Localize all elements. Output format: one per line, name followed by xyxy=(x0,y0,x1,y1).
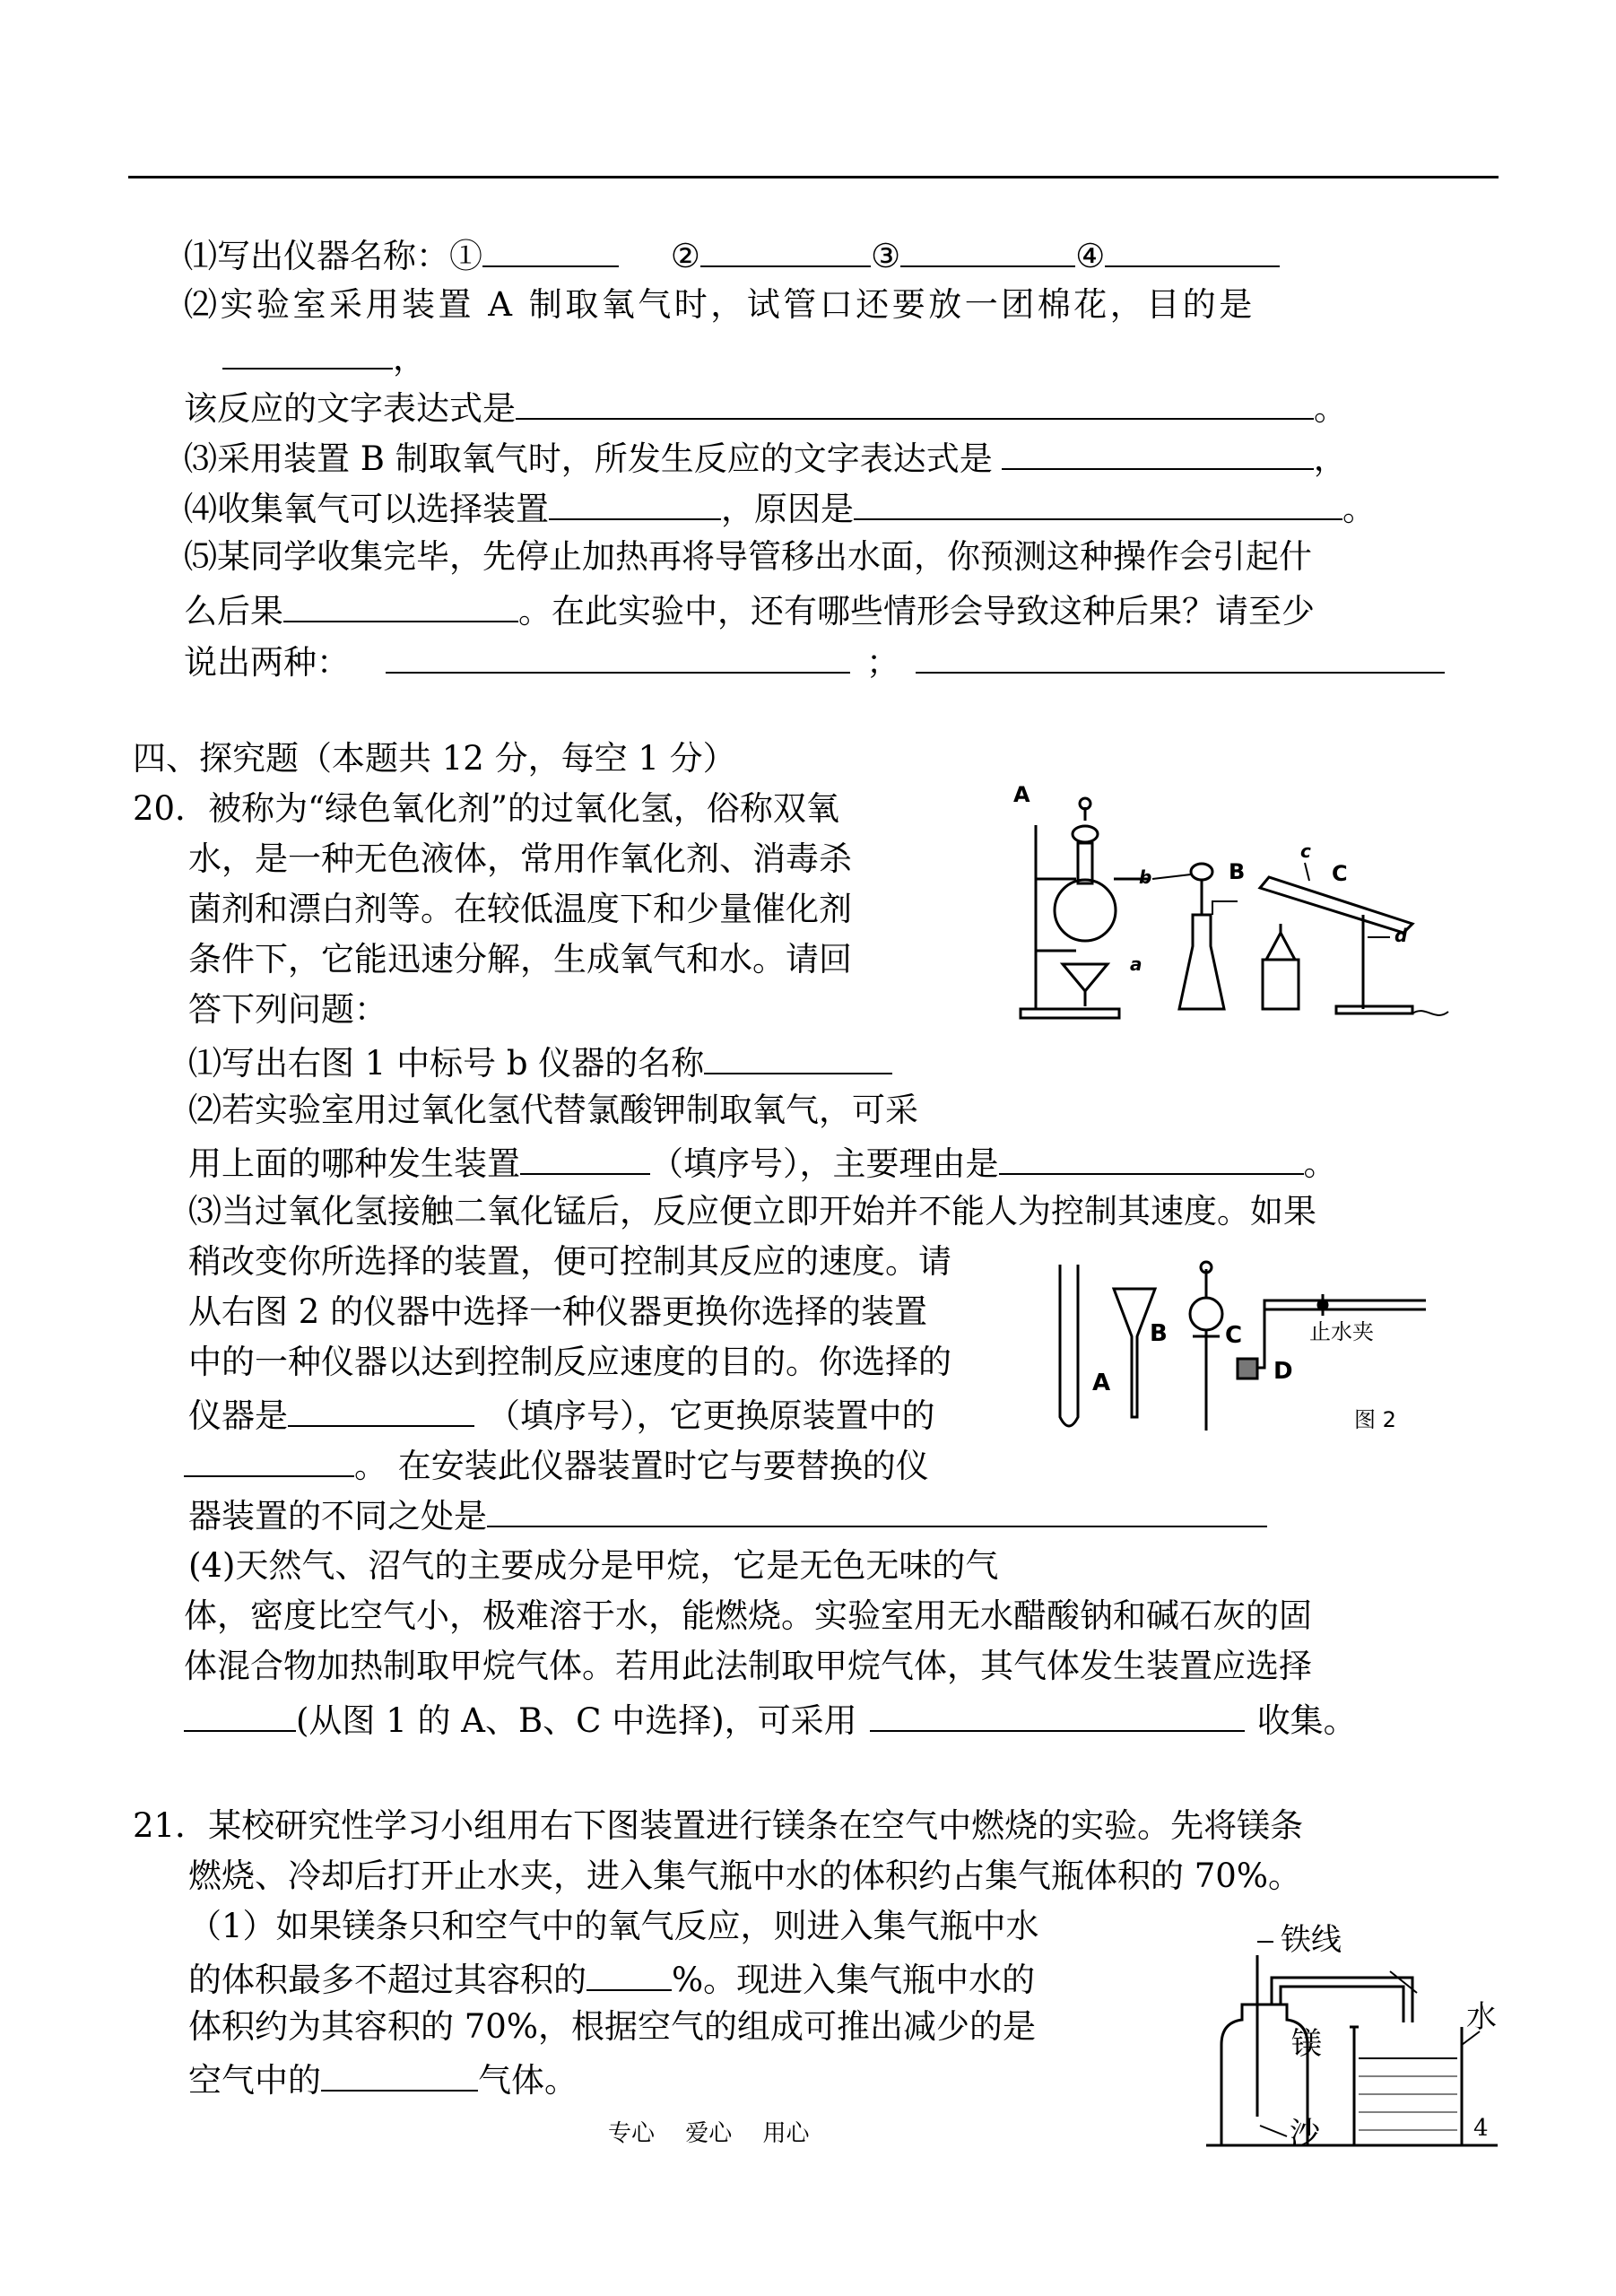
fig1-label-B: B xyxy=(1229,859,1246,884)
fig3-mg-label: 镁 xyxy=(1291,2026,1322,2062)
figure-1-apparatus xyxy=(1013,780,1453,1022)
answer-blank-2[interactable] xyxy=(700,231,871,267)
q19-part1: ⑴写出仪器名称：① ② ③ ④ xyxy=(184,231,1280,278)
answer-blank-difference[interactable] xyxy=(487,1492,1267,1527)
q20-intro-1: 20．被称为“绿色氧化剂”的过氧化氢，俗称双氧 xyxy=(133,789,839,828)
answer-blank-consequence[interactable] xyxy=(283,587,518,622)
q21-line-5: 体积约为其容积的 70%，根据空气的组成可推出减少的是 xyxy=(188,2007,1036,2046)
fig3-sand-label: 沙 xyxy=(1290,2116,1320,2152)
q20-intro-4: 条件下，它能迅速分解，生成氧气和水。请回 xyxy=(188,940,852,978)
q19-part3: ⑶采用装置 B 制取氧气时，所发生反应的文字表达式是 ， xyxy=(184,434,1347,481)
q19-part5-c: 说出两种： ； xyxy=(184,638,1445,684)
q20-part3-3: 从右图 2 的仪器中选择一种仪器更换你选择的装置 xyxy=(188,1292,928,1331)
fig1-label-C: C xyxy=(1332,861,1348,886)
q20-part1: ⑴写出右图 1 中标号 b 仪器的名称 xyxy=(188,1039,892,1085)
page-number: 4 xyxy=(1473,2115,1489,2142)
q19-part2-a: ⑵实验室采用装置 A 制取氧气时，试管口还要放一团棉花，目的是 xyxy=(184,285,1255,324)
fig2-label-A: A xyxy=(1092,1370,1111,1396)
fig2-caption: 图 2 xyxy=(1354,1407,1396,1432)
q21-line-6: 空气中的 气体。 xyxy=(188,2056,578,2102)
page-footer: 专心 爱心 用心 xyxy=(608,2120,810,2147)
q20-part3-1: ⑶当过氧化氢接触二氧化锰后，反应便立即开始并不能人为控制其速度。如果 xyxy=(188,1192,1316,1231)
q19-part5-a: ⑸某同学收集完毕，先停止加热再将导管移出水面，你预测这种操作会引起什 xyxy=(184,537,1312,576)
q20-part3-2: 稍改变你所选择的装置，便可控制其反应的速度。请 xyxy=(188,1242,951,1281)
fig1-label-d: d xyxy=(1394,925,1408,946)
q21-line-1: 21．某校研究性学习小组用右下图装置进行镁条在空气中燃烧的实验。先将镁条 xyxy=(133,1806,1304,1845)
answer-blank-case-1[interactable] xyxy=(386,638,850,674)
q20-intro-2: 水，是一种无色液体，常用作氧化剂、消毒杀 xyxy=(188,839,852,878)
q19-part5-b: 么后果 。在此实验中，还有哪些情形会导致这种后果？请至少 xyxy=(184,587,1315,633)
q19-part2-b: ， xyxy=(222,334,426,380)
answer-blank-device[interactable] xyxy=(549,484,721,520)
fig3-wire-label: 铁线 xyxy=(1281,1922,1342,1958)
q20-part4-3: 体混合物加热制取甲烷气体。若用此法制取甲烷气体，其气体发生装置应选择 xyxy=(184,1647,1312,1685)
answer-blank-replaced[interactable] xyxy=(184,1441,354,1477)
fig1-label-a: a xyxy=(1130,953,1142,975)
q20-part4-4: (从图 1 的 A、B、C 中选择)，可采用 收集。 xyxy=(184,1696,1357,1743)
section-title: 四、探究题（本题共 12 分，每空 1 分） xyxy=(133,739,736,778)
q21-line-2: 燃烧、冷却后打开止水夹，进入集气瓶中水的体积约占集气瓶体积的 70%。 xyxy=(188,1857,1301,1895)
answer-blank-percent[interactable] xyxy=(586,1955,672,1991)
q20-part3-7: 器装置的不同之处是 xyxy=(188,1492,1267,1538)
answer-blank-equation[interactable] xyxy=(516,384,1314,420)
answer-blank-instrument[interactable] xyxy=(288,1391,474,1427)
answer-blank-3[interactable] xyxy=(900,231,1075,267)
answer-blank-equation-b[interactable] xyxy=(1002,434,1314,470)
fig2-label-C: C xyxy=(1225,1322,1243,1349)
q20-part4-1: (4)天然气、沼气的主要成分是甲烷，它是无色无味的气 xyxy=(188,1546,999,1585)
fig2-label-D: D xyxy=(1273,1358,1293,1385)
answer-blank-b-name[interactable] xyxy=(704,1039,892,1074)
answer-blank-collect-method[interactable] xyxy=(870,1696,1245,1732)
answer-blank-purpose[interactable] xyxy=(222,334,393,370)
answer-blank-main-reason[interactable] xyxy=(999,1139,1304,1175)
q20-part2-a: ⑵若实验室用过氧化氢代替氯酸钾制取氧气，可采 xyxy=(188,1091,918,1129)
q20-part3-5: 仪器是 （填序号），它更换原装置中的 xyxy=(188,1391,935,1438)
answer-blank-methane-device[interactable] xyxy=(184,1696,296,1732)
q19-part4: ⑷收集氧气可以选择装置 ，原因是 。 xyxy=(184,484,1376,531)
q20-intro-5: 答下列问题： xyxy=(188,990,387,1029)
q20-part2-b: 用上面的哪种发生装置 （填序号），主要理由是 。 xyxy=(188,1139,1337,1186)
fig2-clip-label: 止水夹 xyxy=(1309,1319,1374,1344)
answer-blank-1[interactable] xyxy=(482,231,619,267)
fig2-label-B: B xyxy=(1150,1320,1168,1347)
answer-blank-generator[interactable] xyxy=(520,1139,650,1175)
q20-part4-2: 体，密度比空气小，极难溶于水，能燃烧。实验室用无水醋酸钠和碱石灰的固 xyxy=(184,1596,1312,1635)
q20-intro-3: 菌剂和漂白剂等。在较低温度下和少量催化剂 xyxy=(188,890,852,928)
q20-part3-6: 。 在安装此仪器装置时它与要替换的仪 xyxy=(184,1441,929,1488)
answer-blank-gas[interactable] xyxy=(321,2056,478,2092)
figure-2-instruments xyxy=(1049,1260,1444,1448)
q21-line-3: （1）如果镁条只和空气中的氧气反应，则进入集气瓶中水 xyxy=(188,1907,1039,1945)
fig3-water-label: 水 xyxy=(1466,1999,1497,2035)
header-rule xyxy=(128,176,1499,178)
figure-3-bottle-beaker xyxy=(1202,1919,1511,2152)
q21-line-4: 的体积最多不超过其容积的 %。现进入集气瓶中水的 xyxy=(188,1955,1035,2002)
fig1-label-A: A xyxy=(1013,782,1030,807)
fig1-label-c: c xyxy=(1300,840,1311,862)
answer-blank-4[interactable] xyxy=(1105,231,1280,267)
answer-blank-reason[interactable] xyxy=(854,484,1342,520)
q19-part2-c: 该反应的文字表达式是 。 xyxy=(184,384,1347,430)
fig1-label-b: b xyxy=(1139,866,1152,888)
answer-blank-case-2[interactable] xyxy=(916,638,1445,674)
q20-part3-4: 中的一种仪器以达到控制反应速度的目的。你选择的 xyxy=(188,1343,951,1381)
